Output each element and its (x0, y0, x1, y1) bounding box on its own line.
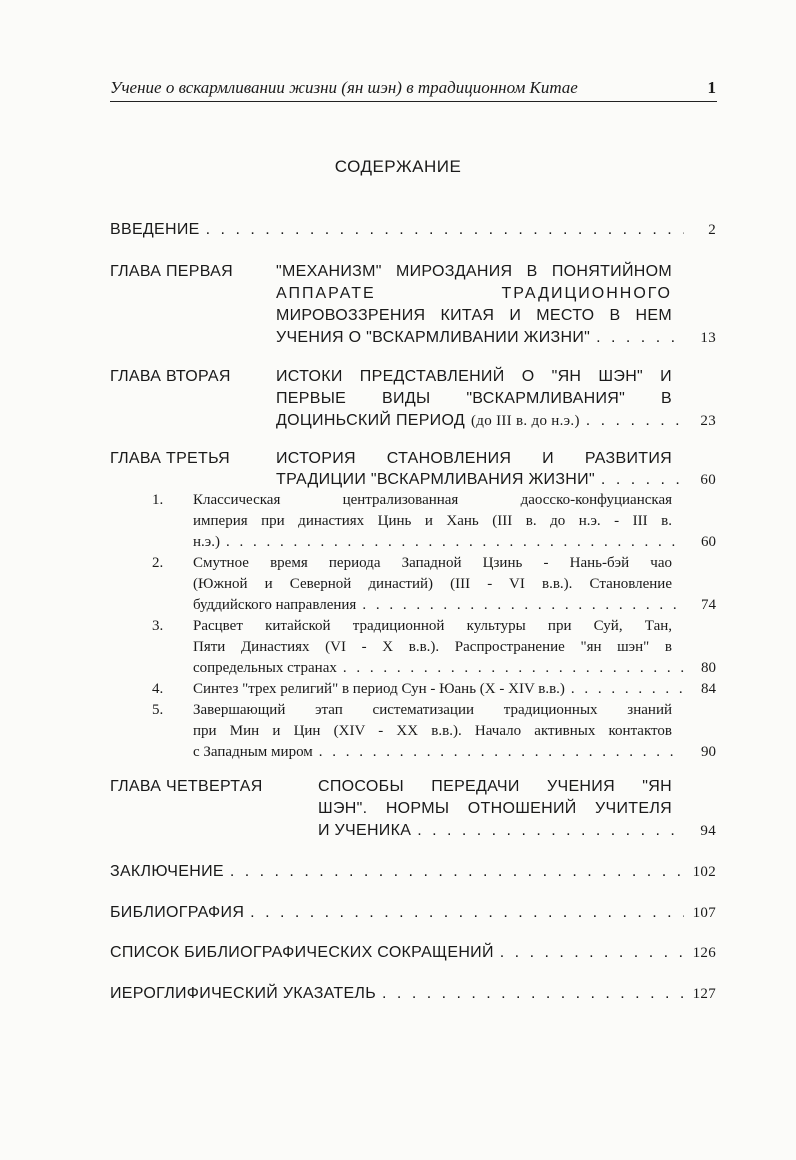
leader-dots (250, 904, 684, 922)
chapter-3-title-line: ИСТОРИЯ СТАНОВЛЕНИЯ И РАЗВИТИЯ (276, 450, 672, 467)
leader-dots (343, 660, 684, 677)
chapter-2-title-line: ПЕРВЫЕ ВИДЫ "ВСКАРМЛИВАНИЯ" В (276, 390, 672, 407)
chapter-1-title-line: МИРОВОЗЗРЕНИЯ КИТАЯ И МЕСТО В НЕМ (276, 307, 672, 324)
chapter-2-label: ГЛАВА ВТОРАЯ (110, 368, 231, 385)
chapter-1-title-line: УЧЕНИЯ О "ВСКАРМЛИВАНИИ ЖИЗНИ" (276, 329, 591, 346)
section-number: 3. (152, 618, 164, 634)
toc-entry-abbreviations (110, 944, 716, 962)
section-2-last-line (193, 597, 716, 614)
chapter-2-title-line: ИСТОКИ ПРЕДСТАВЛЕНИЙ О "ЯН ШЭН" И (276, 368, 672, 385)
section-4-line (193, 681, 716, 698)
chapter-2-date-suffix: (до III в. до н.э.) (471, 413, 580, 429)
toc-entry-label: ЗАКЛЮЧЕНИЕ (110, 863, 224, 880)
toc-entry-page: 127 (692, 986, 716, 1002)
section-line: империя при династиях Цинь и Хань (III в. до н.э. - III в. (193, 513, 672, 529)
chapter-1-title-line: "МЕХАНИЗМ" МИРОЗДАНИЯ В ПОНЯТИЙНОМ (276, 263, 672, 280)
toc-entry-hieroglyph-index (110, 985, 716, 1003)
leader-dots (382, 985, 684, 1003)
chapter-3-label: ГЛАВА ТРЕТЬЯ (110, 450, 231, 467)
toc-entry-page: 23 (700, 413, 716, 429)
section-line: при Мин и Цин (XIV - XX в.в.). Начало активных контактов (193, 723, 672, 739)
section-line: н.э.) (193, 534, 220, 550)
running-header (110, 78, 716, 98)
chapter-2-title-line: ДОЦИНЬСКИЙ ПЕРИОД (276, 412, 466, 429)
toc-entry-label: СПИСОК БИБЛИОГРАФИЧЕСКИХ СОКРАЩЕНИЙ (110, 944, 494, 961)
toc-entry-label: ВВЕДЕНИЕ (110, 221, 200, 238)
toc-entry-page: 60 (700, 472, 716, 488)
toc-entry-conclusion (110, 863, 716, 881)
section-1-last-line (193, 534, 716, 551)
section-line: Классическая централизованная даосско-конфуцианская (193, 492, 672, 508)
section-line: буддийского направления (193, 597, 357, 613)
chapter-1-title-line: АППАРАТЕ ТРАДИЦИОННОГО (276, 285, 672, 302)
toc-entry-intro (110, 221, 716, 239)
page-number: 1 (707, 78, 716, 97)
toc-entry-page: 13 (700, 330, 716, 346)
leader-dots (500, 944, 684, 962)
leader-dots (319, 744, 684, 761)
leader-dots (417, 822, 684, 840)
chapter-3-title-line: ТРАДИЦИИ "ВСКАРМЛИВАНИЯ ЖИЗНИ" (276, 471, 595, 488)
chapter-2-last-line (276, 412, 716, 430)
leader-dots (206, 221, 684, 239)
toc-entry-label: ИЕРОГЛИФИЧЕСКИЙ УКАЗАТЕЛЬ (110, 985, 377, 1002)
section-5-last-line (193, 744, 716, 761)
section-line: Завершающий этап систематизации традиционных знаний (193, 702, 672, 718)
section-line: Смутное время периода Западной Цзинь - Нань-бэй чао (193, 555, 672, 571)
chapter-1-label: ГЛАВА ПЕРВАЯ (110, 263, 234, 280)
toc-entry-page: 84 (701, 681, 716, 697)
section-line: с Западным миром (193, 744, 313, 760)
leader-dots (230, 863, 684, 881)
section-line: сопредельных странах (193, 660, 337, 676)
toc-entry-page: 74 (701, 597, 716, 613)
leader-dots (362, 597, 684, 614)
toc-entry-page: 107 (692, 905, 716, 921)
chapter-1-last-line (276, 329, 716, 347)
toc-entry-bibliography (110, 904, 716, 922)
toc-entry-label: БИБЛИОГРАФИЯ (110, 904, 245, 921)
toc-entry-page: 102 (692, 864, 716, 880)
toc-entry-page: 2 (708, 222, 716, 238)
leader-dots (586, 412, 684, 430)
chapter-4-title-line: ШЭН". НОРМЫ ОТНОШЕНИЙ УЧИТЕЛЯ (318, 800, 672, 817)
section-line: Синтез "трех религий" в период Сун - Юань (X - XIV в.в.) (193, 681, 565, 697)
chapter-3-last-line (276, 471, 716, 489)
section-number: 2. (152, 555, 164, 571)
header-rule (110, 101, 717, 102)
leader-dots (571, 681, 684, 698)
chapter-4-title-line: СПОСОБЫ ПЕРЕДАЧИ УЧЕНИЯ "ЯН (318, 778, 672, 795)
toc-entry-page: 94 (700, 823, 716, 839)
leader-dots (601, 471, 684, 489)
chapter-4-last-line (318, 822, 716, 840)
running-title: Учение о вскармливании жизни (ян шэн) в традиционном Китае (110, 78, 578, 97)
toc-entry-page: 80 (701, 660, 716, 676)
toc-title: СОДЕРЖАНИЕ (334, 157, 462, 176)
chapter-4-label: ГЛАВА ЧЕТВЕРТАЯ (110, 778, 263, 795)
section-line: Пяти Династиях (VI - X в.в.). Распространение "ян шэн" в (193, 639, 672, 655)
section-line: (Южной и Северной династий) (III - VI в.в.). Становление (193, 576, 672, 592)
section-3-last-line (193, 660, 716, 677)
toc-entry-page: 90 (701, 744, 716, 760)
chapter-4-title-line: И УЧЕНИКА (318, 822, 412, 839)
section-number: 4. (152, 681, 164, 697)
leader-dots (226, 534, 684, 551)
toc-entry-page: 126 (692, 945, 716, 961)
leader-dots (596, 329, 684, 347)
toc-entry-page: 60 (701, 534, 716, 550)
section-number: 1. (152, 492, 164, 508)
section-number: 5. (152, 702, 164, 718)
section-line: Расцвет китайской традиционной культуры при Суй, Тан, (193, 618, 672, 634)
